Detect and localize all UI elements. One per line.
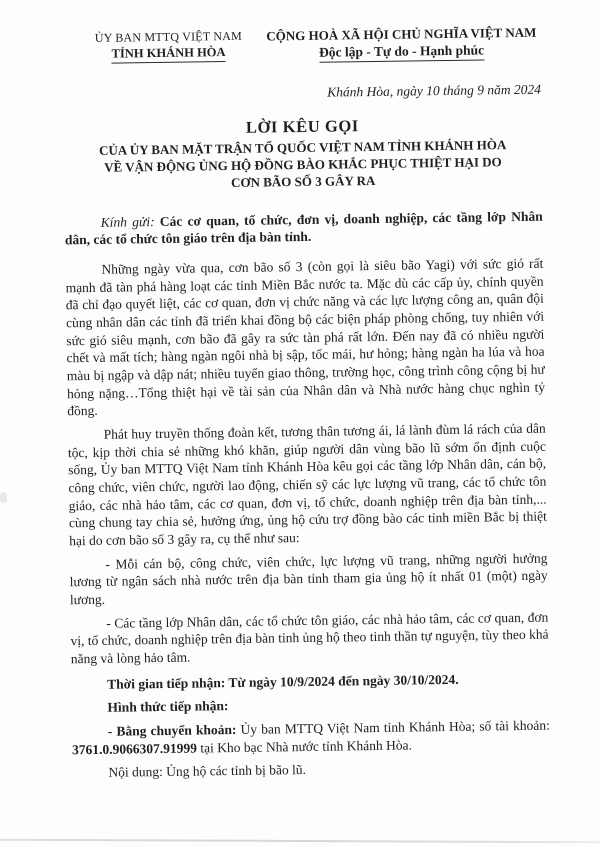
document-sheet bbox=[62, 23, 550, 783]
issuing-org-block bbox=[74, 29, 263, 67]
transfer-org-text: Ủy ban MTTQ Việt Nam tỉnh Khánh Hòa; số tài khoản: bbox=[240, 717, 550, 738]
national-header-block bbox=[262, 25, 540, 64]
reception-method-label: Hình thức tiếp nhận: bbox=[107, 698, 229, 716]
national-title: CỘNG HOÀ XÃ HỘI CHỦ NGHĨA VIỆT NAM bbox=[266, 24, 537, 44]
document-header bbox=[62, 23, 540, 67]
national-motto: Độc lập - Tự do - Hạnh phúc bbox=[319, 42, 484, 62]
national-motto-line bbox=[263, 42, 541, 64]
salutation-label: Kính gửi: bbox=[100, 213, 155, 230]
reception-time-line: Thời gian tiếp nhận: Từ ngày 10/9/2024 đến ngày 30/10/2024. bbox=[107, 671, 459, 692]
place-date-line: Khánh Hòa, ngày 10 tháng 9 năm 2024 bbox=[327, 81, 542, 100]
document-subtitle-line-2: VỀ VẬN ĐỘNG ỦNG HỘ ĐỒNG BÀO KHẮC PHỤC THIỆT HẠI DO bbox=[104, 154, 502, 175]
document-subtitle-line-3: CƠN BÃO SỐ 3 GÂY RA bbox=[230, 172, 376, 190]
bullet-public-donors: - Các tầng lớp Nhân dân, các tổ chức tôn giáo, các nhà hảo tâm, các cơ quan, đơn vị, tổ chức, doanh nghiệp trên địa bàn tỉnh ủng hộ theo tinh thần tự nguyện, tùy theo khả năng và lòng hảo tâm. bbox=[70, 609, 549, 667]
transfer-method-label: - Bằng chuyển khoản: bbox=[107, 722, 241, 739]
title-block bbox=[63, 114, 542, 194]
transfer-bank-text: tại Kho bạc Nhà nước tỉnh Khánh Hòa. bbox=[196, 737, 413, 756]
scan-shadow-line bbox=[0, 839, 600, 844]
org-name-line bbox=[74, 45, 263, 65]
document-subtitle-line-1: CỦA ỦY BAN MẶT TRẬN TỔ QUỐC VIỆT NAM TỈNH KHÁNH HÒA bbox=[98, 137, 507, 158]
paragraph-appeal: Phát huy truyền thống đoàn kết, tương thân tương ái, lá lành đùm lá rách của dân tộc, kịp thời chia sẻ những khó khăn, giúp người dân vùng bão lũ sớm ổn định cuộc sống, Ủy ban MTTQ Việt Nam tỉnh Khánh Hòa kêu gọi các tầng lớp Nhân dân, cán bộ, công chức, viên chức, người lao động, chiến sỹ các lực lượng vũ trang, các tổ chức tôn giáo, các nhà hảo tâm, các cơ quan, đơn vị, tổ chức, doanh nghiệp trên địa bàn tỉnh,... cùng chung tay chia sẻ, hưởng ứng, ủng hộ cứu trợ đồng bào các tỉnh miền Bắc bị thiệt hại do cơn bão số 3 gây ra, cụ thể như sau: bbox=[67, 420, 547, 549]
scan-artifact-smudge bbox=[0, 492, 7, 503]
bank-transfer-paragraph bbox=[72, 717, 550, 759]
document-title: LỜI KÊU GỌI bbox=[245, 116, 360, 137]
paragraph-storm-damage: Những ngày vừa qua, cơn bão số 3 (còn gọi là siêu bão Yagi) với sức gió rất mạnh đã tàn phá hàng loạt các tỉnh Miền Bắc nước ta. Mặc dù các cấp ủy, chính quyền đã chỉ đạo quyết liệt, các cơ quan, đơn vị chức năng và các lực lượng công an, quân đội cùng nhân dân các tỉnh đã triển khai đồng bộ các biện pháp phòng chống, tuy nhiên với sức gió siêu mạnh, cơn bão đã gây ra sức tàn phá rất lớn. Đến nay đã có nhiều người chết và mất tích; hàng ngàn ngôi nhà bị sập, tốc mái, hư hỏng; hàng ngàn ha lúa và hoa màu bị ngập và dập nát; nhiều tuyến giao thông, trường học, công trình công cộng bị hư hỏng nặng…Tổng thiệt hại về tài sản của Nhân dân và Nhà nước hàng chục nghìn tỷ đồng. bbox=[65, 255, 546, 419]
transfer-content-line: Nội dung: Ủng hộ các tỉnh bị bão lũ. bbox=[108, 762, 307, 781]
bank-account-number: 3761.0.9066307.91999 bbox=[71, 740, 198, 758]
org-parent-name: ỦY BAN MTTQ VIỆT NAM bbox=[94, 28, 242, 45]
bullet-civil-servants: - Mỗi cán bộ, công chức, viên chức, lực lượng vũ trang, những người hưởng lương từ ngân sách nhà nước trên địa bàn tỉnh tham gia ủng hộ ít nhất 01 (một) ngày lương. bbox=[69, 550, 548, 608]
org-name: TỈNH KHÁNH HÒA bbox=[112, 45, 226, 64]
salutation-recipients: Các cơ quan, tổ chức, đơn vị, doanh nghiệp, các tầng lớp Nhân dân, các tổ chức tôn giáo trên địa bàn tỉnh. bbox=[64, 208, 543, 248]
salutation-paragraph bbox=[65, 207, 543, 249]
